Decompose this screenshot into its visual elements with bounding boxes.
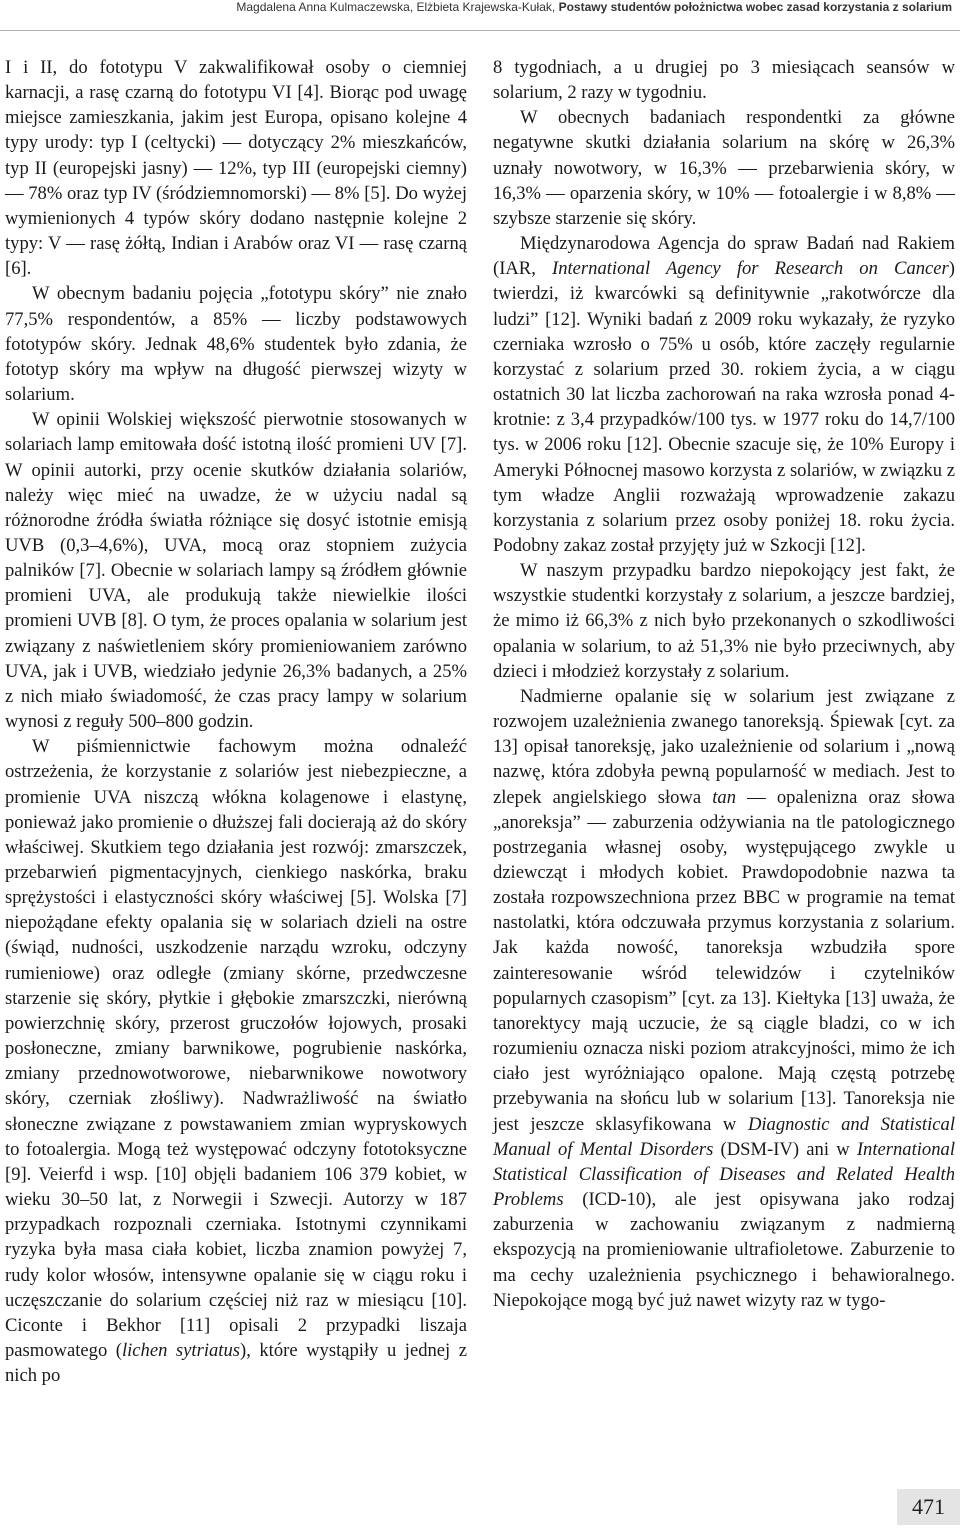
italic-term: lichen sytriatus [121,1339,240,1361]
header-authors: Magdalena Anna Kulmaczewska, Elżbieta Krajewska-Kułak, [236,0,556,14]
running-header [0,0,960,30]
text-run: — opalenizna oraz słowa „anoreksja” — zaburzenia odżywiania na tle patologicznego postrzegania własnej osoby, występującego zwykle u dziewcząt i młodych kobiet. Prawdopodobnie nazwa ta została rozpowszechniona przez BBC w programie na temat nastolatki, która odczuwała przymus korzystania z solarium. Jak każda nowość, tanoreksja wzbudziła spore zainteresowanie wśród telewidzów i czytelników popularnych czasopism” [cyt. za 13]. Kiełtyka [13] uważa, że tanorektycy mają uczucie, że są ciągle bladzi, co w ich rozumieniu oznacza niski poziom atrakcyjności, mimo że ich ciało jest wyróżniająco opalone. Mają częstą potrzebę przebywania na słońcu lub w solarium [13]. Tanoreksja nie jest jeszcze sklasyfikowana w [493,786,956,1135]
paragraph: W opinii Wolskiej większość pierwotnie stosowanych w solariach lamp emitowała dość istotną ilość promieni UV [7]. W opinii autorki, przy ocenie skutków działania solariów, należy więc mieć na uwadze, że w użyciu nadal są różnorodne źródła światła różniące się dosyć istotnie emisją UVB (0,3–4,6%), UVA, mocą oraz stopniem zużycia palników [7]. Obecnie w solariach lampy są źródłem głównie promieni UVA, ale produkują także niewielkie ilości promieni UVB [8]. O tym, że proces opalania w solarium jest związany z naświetleniem skóry promieniowaniem zarówno UVA, jak i UVB, wiedziało jedynie 26,3% badanych, a 25% z nich miało świadomość, że czas pracy lampy w solarium wynosi z reguły 500–800 godzin. [5,409,467,733]
paragraph [493,684,955,1313]
italic-term: International Agency for Research on Cancer [552,258,949,280]
text-run: (DSM-IV) ani w [713,1138,857,1160]
italic-term: Diagnostic and Statistical Manual of Mental Disorders [493,1113,955,1160]
italic-term: tan [712,786,737,808]
text-run: Nadmierne opalanie się w solarium jest związane z rozwojem uzależnienia zwanego tanoreksją. Śpiewak [cyt. za 13] opisał tanoreksję, jako uzależnienie od solarium i „nową nazwę, która zdobyła pewną popularność w mediach. Jest to zlepek angielskiego słowa [493,685,955,808]
paragraph [493,231,955,558]
text-run: Międzynarodowa Agencja do spraw Badań nad Rakiem (IAR, [493,233,955,280]
paragraph: I i II, do fototypu V zakwalifikował osoby o ciemniej karnacji, a rasę czarną do fototypu VI [4]. Biorąc pod uwagę miejsce zamieszkania, jakim jest Europa, opisano kolejne 4 typy urody: typ I (celtycki) — dotyczący 2% mieszkańców, typ II (europejski jasny) — 12%, typ III (europejski ciemny) — 78% oraz typ IV (śródziemnomorski) — 8% [5]. Do wyżej wymienionych 4 typów skóry dodano następnie kolejne 2 typy: V — rasę żółtą, Indian i Arabów oraz VI — rasę czarną [6]. [5,57,467,280]
paragraph: 8 tygodniach, a u drugiej po 3 miesiącach seansów w solarium, 2 razy w tygodniu. [493,57,955,104]
text-run: (ICD-10), ale jest opisywana jako rodzaj zaburzenia w zachowaniu związanym z nadmierną ekspozycją na promieniowanie ultrafioletowe. Zaburzenie to ma cechy uzależnienia psychicznego i behawioralnego. Niepokojące mogą być już nawet wizyty raz w tygo- [493,1189,955,1311]
paragraph: W obecnych badaniach respondentki za główne negatywne skutki działania solarium na skórę w 26,3% uznały nowotwory, w 16,3% — przebarwienia skóry, w 16,3% — oparzenia skóry, w 10% — fotoalergie i w 8,8% — szybsze starzenie się skóry. [493,107,955,229]
italic-term: International Statistical Classification of Diseases and Related Health Problems [493,1138,955,1211]
header-divider [0,30,960,31]
left-text-column [5,55,467,1388]
right-text-column [493,55,955,1313]
text-run: ) twierdzi, iż kwarcówki są definitywnie „rakotwórcze dla ludzi” [12]. Wyniki badań z 2009 roku wykazały, że ryzyko czerniaka wzrosło o 75% u osób, które zaczęły regularnie korzystać z solarium przed 30. rokiem życia, a w ciągu ostatnich 30 lat liczba zachorowań na raka wzrosła ponad 4-krotnie: z 3,4 przypadków/100 tys. w 1977 roku do 14,7/100 tys. w 2006 roku [12]. Obecnie szacuje się, że 10% Europy i Ameryki Północnej masowo korzysta z solariów, w związku z tym władze Anglii rozważają wprowadzenie zakazu korzystania z solarium przez osoby poniżej 18. roku życia. Podobny zakaz został przyjęty już w Szkocji [12]. [493,258,955,556]
paragraph: W obecnym badaniu pojęcia „fototypu skóry” nie znało 77,5% respondentów, a 85% — liczby podstawowych fototypów skóry. Jednak 48,6% studentek było zdania, że fototyp skóry ma wpływ na długość pierwszej wizyty w solarium. [5,283,467,406]
header-article-title: Postawy studentów położnictwa wobec zasad korzystania z solarium [558,0,952,14]
text-run: W piśmiennictwie fachowym można odnaleźć ostrzeżenia, że korzystanie z solariów jest niebezpieczne, a promienie UVA niszczą włókna kolagenowe i elastynę, ponieważ jako promienie o dłuższej fali docierają aż do skóry właściwej. Skutkiem tego działania jest rozwój: zmarszczek, przebarwień pigmentacyjnych, cienkiego naskórka, braku sprężystości i elastyczności skóry właściwej [5]. Wolska [7] niepożądane efekty opalania się w solariach dzieli na ostre (świąd, nudności, uszkodzenie narządu wzroku, odczyny rumieniowe) oraz odległe (zmiany skórne, przedwczesne starzenie się skóry, płytkie i głębokie zmarszczki, nierówną powierzchnię skóry, przerost gruczołów łojowych, prosaki posłoneczne, zmiany barwnikowe, pogrubienie naskórka, zmiany przednowotworowe, niebarwnikowe nowotwory skóry, czerniak złośliwy). Nadwrażliwość na światło słoneczne związane z powstawaniem zmian wypryskowych to fotoalergia. Mogą też występować odczyny fototoksyczne [9]. Veierfd i wsp. [10] objęli badaniem 106 379 kobiet, w wieku 30–50 lat, z Norwegii i Szwecji. Autorzy w 187 przypadkach rozpoznali czerniaka. Istotnymi czynnikami ryzyka była masa ciała kobiet, liczba znamion powyżej 7, rudy kolor włosów, intensywne opalanie się w ciągu roku i uczęszczanie do solarium częściej niż raz w miesiącu [10]. Ciconte i Bekhor [11] opisali 2 przypadki liszaja pasmowatego ( [5,736,467,1361]
paragraph [5,734,467,1388]
text-run: ), które wystąpiły u jednej z nich po [5,1339,467,1387]
paragraph: W naszym przypadku bardzo niepokojący jest fakt, że wszystkie studentki korzystały z solarium, a jeszcze bardziej, że mimo iż 66,3% z nich było przekonanych o szkodliwości opalania w solarium, to aż 51,3% nie było przeciwnych, aby dzieci i młodzież korzystały z solarium. [493,560,955,682]
page-number: 471 [897,1489,960,1525]
